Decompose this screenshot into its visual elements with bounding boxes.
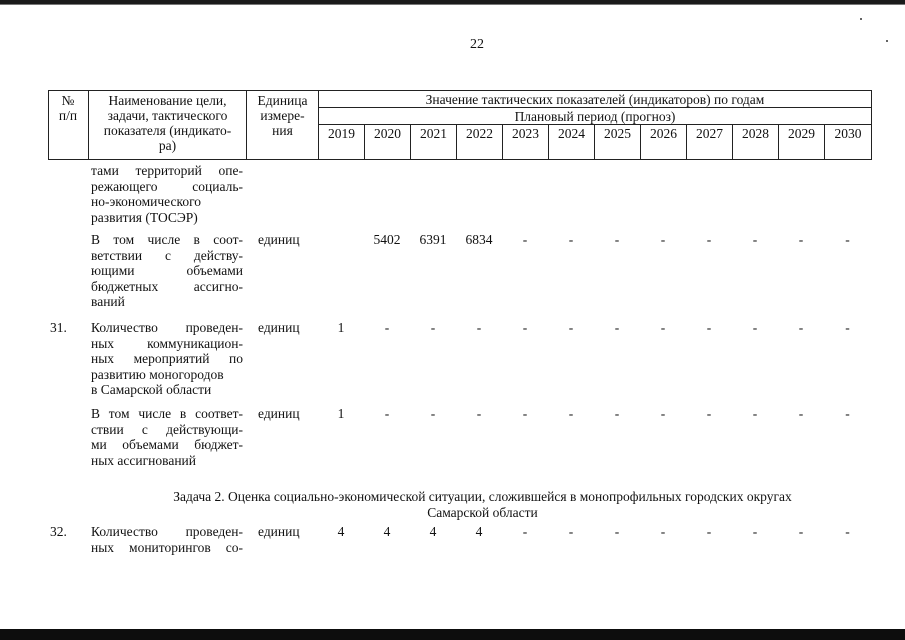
name-line: В том числе в соот-	[91, 232, 243, 247]
year-header-2022: 2022	[466, 126, 493, 141]
header-mid-rule	[318, 107, 872, 108]
value-cell: -	[752, 232, 758, 247]
name-line: ющими объемами	[91, 263, 243, 278]
header-name-line: ра)	[158, 138, 177, 153]
name-line: бюджетных ассигно-	[91, 278, 243, 294]
value-cell: -	[660, 320, 666, 335]
value-cell: -	[522, 406, 528, 421]
name-line: в Самарской области	[91, 382, 212, 397]
value-cell: -	[568, 320, 574, 335]
page-number: 22	[470, 37, 484, 52]
year-header-2028: 2028	[742, 126, 769, 141]
header-unit-line: ния	[272, 123, 293, 138]
name-line: ствии с действующи-	[91, 421, 243, 437]
value-cell: -	[798, 524, 804, 539]
value-cell: -	[614, 406, 620, 421]
header-right-rule	[871, 90, 872, 160]
header-year-rule	[318, 124, 872, 125]
value-cell: 5402	[373, 232, 401, 247]
value-cell: 4	[475, 524, 483, 539]
value-cell: -	[752, 524, 758, 539]
header-no-cell	[48, 93, 88, 123]
header-values-title: Значение тактических показателей (индикаторов) по годам	[425, 92, 765, 107]
name-line: ных мониторингов со-	[91, 539, 243, 555]
top-border-shadow	[0, 4, 905, 5]
task-heading-line: Задача 2. Оценка социально-экономической ситуации, сложившейся в монопрофильных городских округах	[173, 489, 792, 504]
year-header-2020: 2020	[374, 126, 401, 141]
value-cell: -	[752, 320, 758, 335]
value-cell: -	[845, 524, 850, 539]
value-cell: -	[660, 232, 666, 247]
year-header-2021: 2021	[420, 126, 447, 141]
name-line: развития (ТОСЭР)	[91, 209, 198, 225]
value-cell: -	[845, 406, 850, 421]
value-cell: -	[798, 406, 804, 421]
value-cell: -	[706, 524, 712, 539]
value-cell: 4	[429, 524, 437, 539]
value-cell: 1	[337, 406, 345, 421]
row-1-name	[91, 232, 243, 310]
task-heading-line: Самарской области	[427, 505, 538, 520]
header-top-rule	[48, 90, 872, 91]
value-cell: -	[706, 406, 712, 421]
header-name-line: показателя (индикато-	[103, 123, 232, 138]
year-header-2024: 2024	[558, 126, 585, 141]
value-cell: -	[568, 524, 574, 539]
value-cell: -	[614, 320, 620, 335]
value-cell: -	[845, 320, 850, 335]
row-4-number: 32.	[50, 524, 67, 539]
value-cell: -	[384, 406, 390, 421]
value-cell: -	[614, 524, 620, 539]
row-1-unit: единиц	[258, 232, 300, 247]
header-name-line: задачи, тактического	[107, 108, 228, 123]
value-cell: -	[522, 524, 528, 539]
value-cell: 1	[337, 320, 345, 335]
header-plan-title: Плановый период (прогноз)	[514, 109, 676, 124]
row-2-name	[91, 320, 243, 398]
value-cell: 6834	[465, 232, 493, 247]
value-cell: -	[614, 232, 620, 247]
header-unit-cell	[247, 93, 318, 138]
row-2-number: 31.	[50, 320, 67, 335]
name-line: В том числе в соответ-	[91, 406, 243, 421]
value-cell: -	[430, 320, 436, 335]
row-4-name	[91, 524, 243, 555]
name-line: тами территорий опе-	[91, 163, 243, 178]
value-cell: -	[522, 320, 528, 335]
value-cell: -	[660, 406, 666, 421]
year-header-2019: 2019	[328, 126, 355, 141]
task-heading	[60, 489, 905, 521]
header-name-line: Наименование цели,	[108, 93, 227, 108]
year-header-2027: 2027	[696, 126, 723, 141]
value-cell: -	[476, 406, 482, 421]
name-line: Количество проведен-	[91, 524, 243, 539]
value-cell: -	[752, 406, 758, 421]
scan-speck	[886, 40, 888, 42]
name-line: ных коммуникацион-	[91, 335, 243, 351]
name-line: ваний	[91, 294, 125, 309]
row-0-name	[91, 163, 243, 225]
header-no-line: №	[61, 93, 75, 108]
name-line: но-экономического	[91, 194, 202, 209]
year-header-2030: 2030	[834, 126, 862, 141]
name-line: ных мероприятий по	[91, 351, 243, 366]
value-cell: -	[706, 232, 712, 247]
header-name-cell	[89, 93, 246, 153]
value-cell: -	[522, 232, 528, 247]
name-line: ми объемами бюджет-	[91, 437, 243, 452]
row-2-unit: единиц	[258, 320, 300, 335]
header-no-line: п/п	[58, 108, 78, 123]
header-bottom-rule	[48, 159, 872, 160]
year-header-2026: 2026	[650, 126, 677, 141]
value-cell: -	[845, 232, 850, 247]
row-4-unit: единиц	[258, 524, 300, 539]
value-cell: -	[430, 406, 436, 421]
bottom-border	[0, 629, 905, 640]
header-unit-line: измере-	[260, 108, 305, 123]
year-header-2025: 2025	[604, 126, 631, 141]
name-line: режающего социаль-	[91, 178, 243, 194]
header-unit-line: Единица	[257, 93, 308, 108]
row-3-name	[91, 406, 243, 468]
value-cell: 6391	[419, 232, 447, 247]
value-cell: -	[798, 232, 804, 247]
name-line: развитию моногородов	[91, 366, 224, 382]
value-cell: 4	[337, 524, 345, 539]
year-header-2029: 2029	[788, 126, 815, 141]
row-3-unit: единиц	[258, 406, 300, 421]
value-cell: -	[798, 320, 804, 335]
name-line: Количество проведен-	[91, 320, 243, 335]
value-cell: -	[476, 320, 482, 335]
value-cell: 4	[383, 524, 391, 539]
year-header-2023: 2023	[512, 126, 539, 141]
value-cell: -	[706, 320, 712, 335]
scan-speck	[860, 18, 862, 20]
name-line: ветствии с действу-	[91, 247, 243, 263]
value-cell: -	[384, 320, 390, 335]
value-cell: -	[568, 232, 574, 247]
value-cell: -	[568, 406, 574, 421]
name-line: ных ассигнований	[91, 452, 196, 468]
value-cell: -	[660, 524, 666, 539]
